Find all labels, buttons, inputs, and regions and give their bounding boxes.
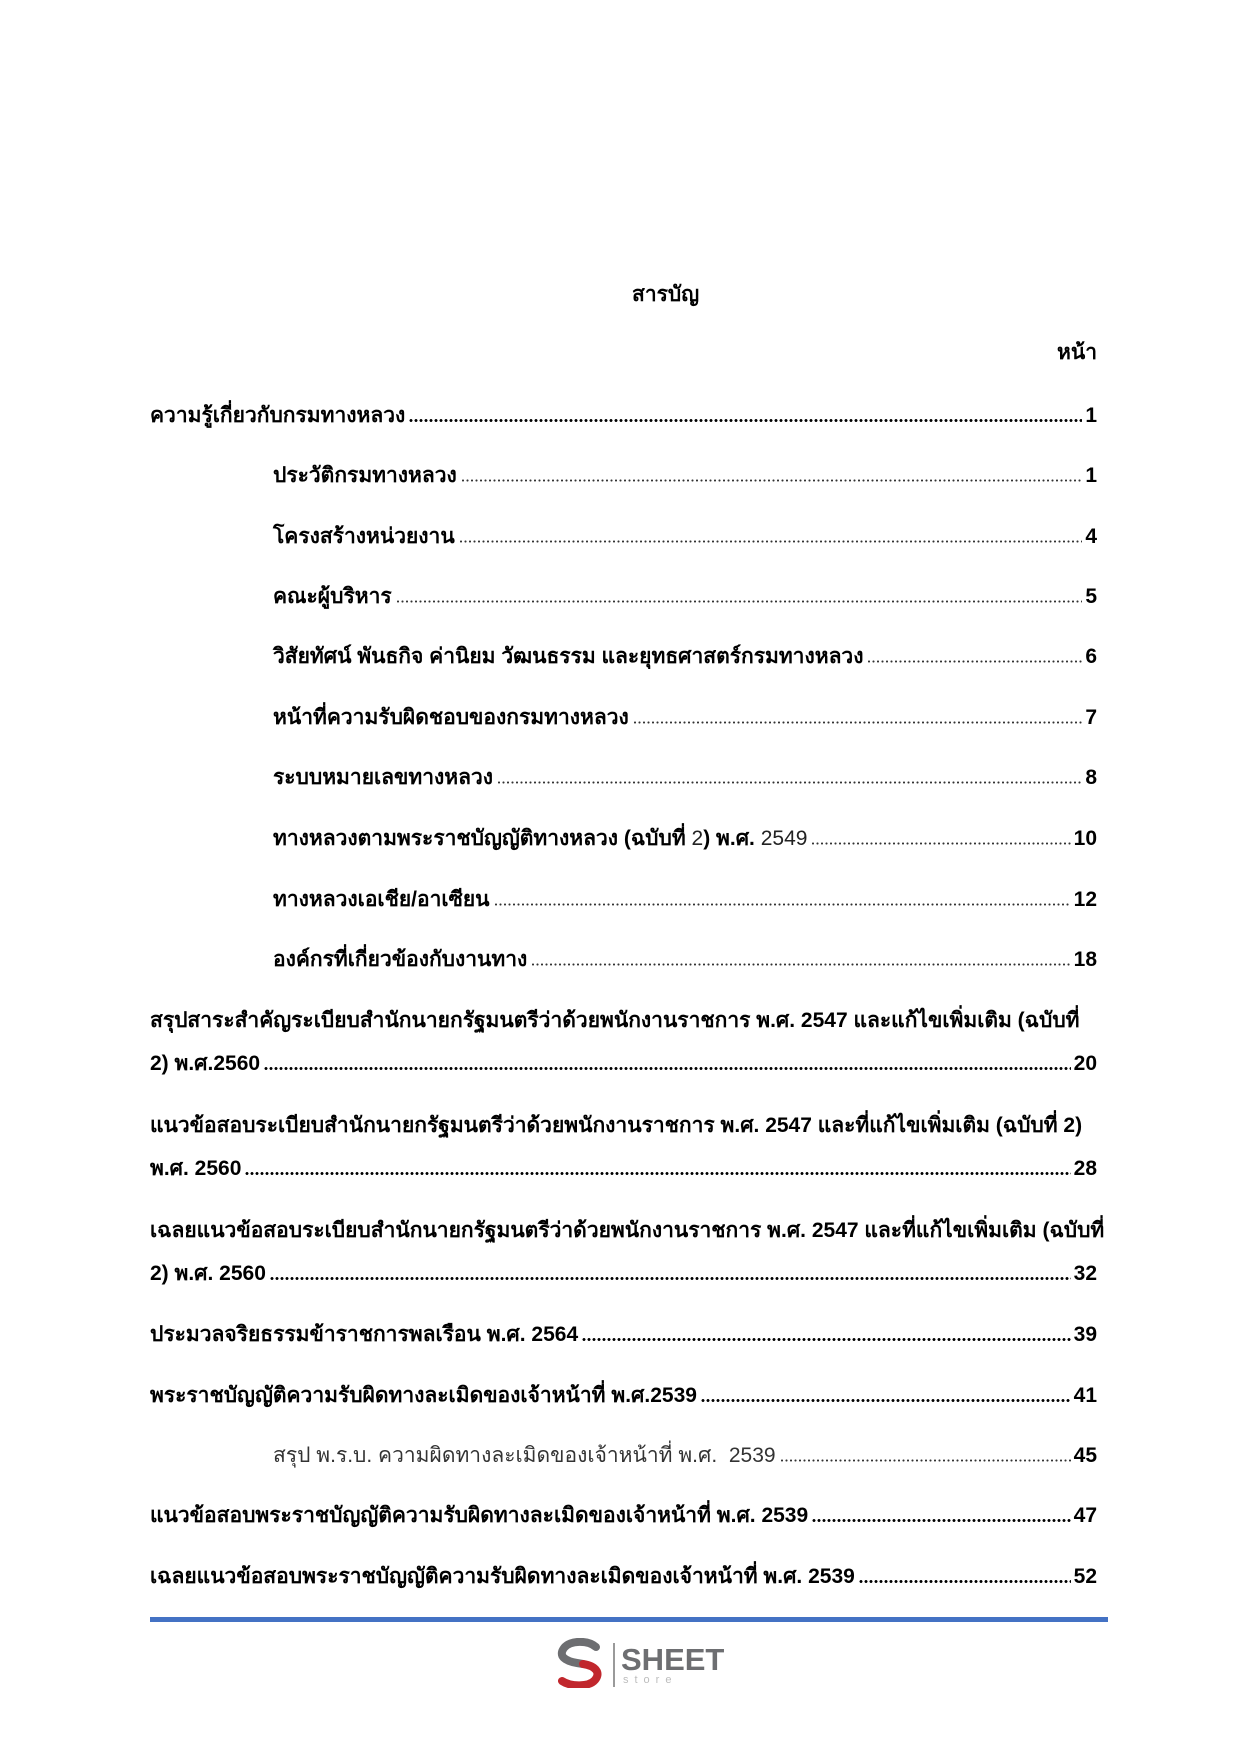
toc-entry-line bbox=[150, 394, 1097, 437]
toc-entry-title: ระบบหมายเลขทางหลวง bbox=[273, 766, 494, 789]
toc-entry-line bbox=[273, 635, 1097, 678]
toc-entry-line bbox=[273, 756, 1097, 799]
dot-leader bbox=[497, 781, 1082, 784]
toc-subentry bbox=[273, 635, 1097, 678]
dot-leader bbox=[780, 1459, 1071, 1462]
toc-entry-page: 52 bbox=[1073, 1565, 1097, 1588]
toc-entry-line bbox=[273, 515, 1097, 558]
dot-leader bbox=[409, 419, 1082, 422]
toc-entry-title: ประวัติกรมทางหลวง bbox=[273, 464, 457, 487]
page-column-header: หน้า bbox=[1057, 341, 1097, 364]
toc-entry-page: 4 bbox=[1085, 525, 1097, 548]
toc-entry-title: ทางหลวงเอเชีย/อาเซียน bbox=[273, 888, 490, 911]
dot-leader bbox=[812, 1519, 1070, 1522]
toc-entry-line bbox=[150, 1494, 1097, 1537]
toc-entry-page: 12 bbox=[1073, 888, 1097, 911]
toc-entry bbox=[150, 999, 1097, 1085]
toc-entry-page: 45 bbox=[1073, 1444, 1097, 1467]
toc-entry bbox=[150, 1555, 1097, 1598]
toc-entry-page: 32 bbox=[1073, 1262, 1097, 1285]
toc-entry-title-line2: 2) พ.ศ. 2560 bbox=[150, 1262, 266, 1285]
toc-entry-title: องค์กรที่เกี่ยวข้องกับงานทาง bbox=[273, 948, 528, 971]
toc-entry-title: เฉลยแนวข้อสอบพระราชบัญญัติความรับผิดทางละเมิดของเจ้าหน้าที่ พ.ศ. 2539 bbox=[150, 1565, 855, 1588]
dot-leader bbox=[633, 721, 1083, 724]
toc-subentry bbox=[273, 575, 1097, 618]
toc-entry-page: 8 bbox=[1085, 766, 1097, 789]
dot-leader bbox=[582, 1338, 1071, 1341]
toc-entry-title: คณะผู้บริหาร bbox=[273, 585, 392, 608]
toc-subentry bbox=[273, 938, 1097, 981]
toc-entry-line bbox=[150, 1252, 1097, 1295]
toc-entry-line bbox=[150, 1555, 1097, 1598]
toc-entry-title-line1: สรุปสาระสำคัญระเบียบสำนักนายกรัฐมนตรีว่าด้วยพนักงานราชการ พ.ศ. 2547 และแก้ไขเพิ่มเติม (ฉบับที่ bbox=[150, 1009, 1080, 1032]
toc-entry bbox=[150, 1104, 1097, 1190]
title-part: ทางหลวงตามพระราชบัญญัติทางหลวง (ฉบับที่ bbox=[273, 827, 692, 850]
toc-entry-title: วิสัยทัศน์ พันธกิจ ค่านิยม วัฒนธรรม และยุทธศาสตร์กรมทางหลวง bbox=[273, 645, 864, 668]
toc-subentry bbox=[273, 1434, 1097, 1477]
toc-entry-title: โครงสร้างหน่วยงาน bbox=[273, 525, 455, 548]
toc-entry-title: ประมวลจริยธรรมข้าราชการพลเรือน พ.ศ. 2564 bbox=[150, 1323, 579, 1346]
toc-subentry bbox=[273, 817, 1097, 860]
toc-entry-line bbox=[273, 454, 1097, 497]
toc-entry-title: สรุป พ.ร.บ. ความผิดทางละเมิดของเจ้าหน้าที่ พ.ศ. 2539 bbox=[273, 1444, 776, 1467]
toc-entry-page: 20 bbox=[1073, 1052, 1097, 1075]
dot-leader bbox=[701, 1399, 1071, 1402]
toc-entry-title: หน้าที่ความรับผิดชอบของกรมทางหลวง bbox=[273, 706, 629, 729]
dot-leader bbox=[531, 963, 1070, 966]
toc-entry-line bbox=[150, 1374, 1097, 1417]
toc-entry-title-line2: พ.ศ. 2560 bbox=[150, 1157, 242, 1180]
toc-subentry bbox=[273, 454, 1097, 497]
toc-entry bbox=[150, 394, 1097, 437]
toc-subentry bbox=[273, 515, 1097, 558]
dot-leader bbox=[264, 1067, 1071, 1070]
toc-entry-line bbox=[150, 1147, 1097, 1190]
dot-leader bbox=[494, 903, 1071, 906]
toc-entry-line bbox=[273, 1434, 1097, 1477]
toc-entry-title-line1: แนวข้อสอบระเบียบสำนักนายกรัฐมนตรีว่าด้วยพนักงานราชการ พ.ศ. 2547 และที่แก้ไขเพิ่มเติม (ฉบับที่ 2) bbox=[150, 1114, 1083, 1137]
dot-leader bbox=[811, 842, 1070, 845]
dot-leader bbox=[461, 479, 1083, 482]
toc-subentry bbox=[273, 696, 1097, 739]
dot-leader bbox=[859, 1580, 1071, 1583]
toc-entry-line bbox=[273, 696, 1097, 739]
dot-leader bbox=[396, 600, 1083, 603]
dot-leader bbox=[270, 1277, 1071, 1280]
toc-entry-line bbox=[150, 1042, 1097, 1085]
toc-entry-line bbox=[273, 938, 1097, 981]
dot-leader bbox=[459, 540, 1083, 543]
toc-entry bbox=[150, 1494, 1097, 1537]
toc-entry-line bbox=[150, 1313, 1097, 1356]
title-part-number: 2 bbox=[691, 827, 704, 850]
logo-brand-subtext: store bbox=[623, 1674, 678, 1686]
dot-leader bbox=[867, 660, 1082, 663]
toc-entry-line bbox=[273, 817, 1097, 860]
toc-entry-page: 28 bbox=[1073, 1157, 1097, 1180]
toc-entry-title: ความรู้เกี่ยวกับกรมทางหลวง bbox=[150, 404, 406, 427]
toc-entry-title: พระราชบัญญัติความรับผิดทางละเมิดของเจ้าหน้าที่ พ.ศ.2539 bbox=[150, 1384, 697, 1407]
title-part-year: 2549 bbox=[760, 827, 808, 850]
toc-entry-page: 41 bbox=[1073, 1384, 1097, 1407]
dot-leader bbox=[245, 1172, 1070, 1175]
toc-entry-page: 1 bbox=[1085, 404, 1097, 427]
toc-entry-page: 18 bbox=[1073, 948, 1097, 971]
title-part: ) พ.ศ. bbox=[703, 827, 761, 850]
toc-entry-page: 39 bbox=[1073, 1323, 1097, 1346]
toc-entry-line bbox=[273, 575, 1097, 618]
logo-brand-text: SHEET bbox=[621, 1642, 725, 1677]
toc-entry-title bbox=[273, 817, 807, 860]
toc-entry-title: แนวข้อสอบพระราชบัญญัติความรับผิดทางละเมิดของเจ้าหน้าที่ พ.ศ. 2539 bbox=[150, 1504, 809, 1527]
toc-entry-page: 7 bbox=[1085, 706, 1097, 729]
sheet-store-s-icon bbox=[552, 1638, 608, 1688]
logo-divider bbox=[613, 1643, 615, 1687]
toc-entry-page: 1 bbox=[1085, 464, 1097, 487]
toc-entry bbox=[150, 1313, 1097, 1356]
toc-entry-page: 10 bbox=[1073, 827, 1097, 850]
toc-entry-page: 6 bbox=[1085, 645, 1097, 668]
toc-subentry bbox=[273, 756, 1097, 799]
toc-title: สารบัญ bbox=[632, 283, 700, 306]
toc-entry-title-line1: เฉลยแนวข้อสอบระเบียบสำนักนายกรัฐมนตรีว่าด้วยพนักงานราชการ พ.ศ. 2547 และที่แก้ไขเพิ่มเติม (ฉบับที่ bbox=[150, 1219, 1105, 1242]
footer-rule bbox=[150, 1617, 1108, 1622]
toc-subentry bbox=[273, 878, 1097, 921]
toc-entry-page: 5 bbox=[1085, 585, 1097, 608]
toc-entry-line bbox=[273, 878, 1097, 921]
toc-entry bbox=[150, 1209, 1105, 1295]
toc-entry bbox=[150, 1374, 1097, 1417]
toc-entry-title-line2: 2) พ.ศ.2560 bbox=[150, 1052, 261, 1075]
logo-s-upper bbox=[562, 1642, 596, 1664]
toc-entry-page: 47 bbox=[1073, 1504, 1097, 1527]
